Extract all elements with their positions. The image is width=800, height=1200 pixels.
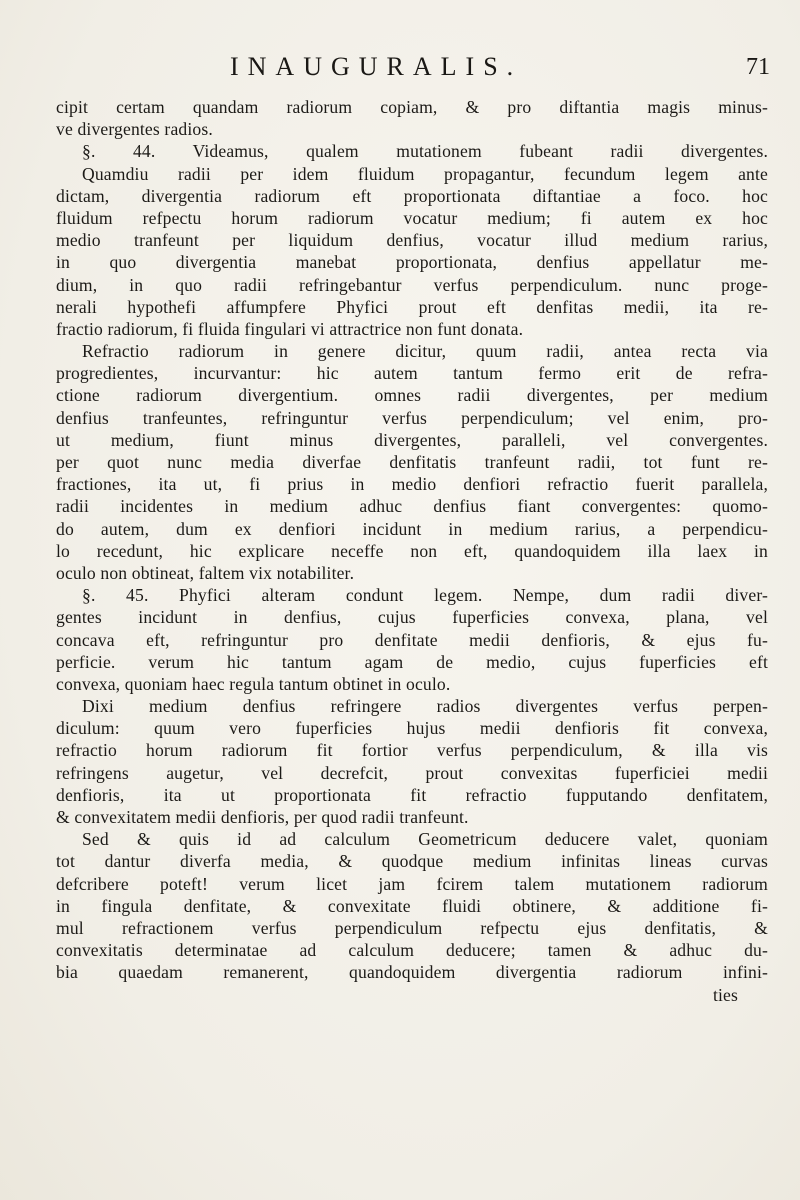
text-line: concava eft, refringuntur pro denfitate medii denfioris, & ejus fu- [56, 629, 768, 650]
text-line: Sed & quis id ad calculum Geometricum deducere valet, quoniam [82, 829, 768, 850]
text-line: denfioris, ita ut proportionata fit refractio fupputando denfitatem, [56, 784, 768, 805]
text-line: lo recedunt, hic explicare neceffe non eft, quandoquidem illa laex in [56, 540, 768, 561]
text-line: diculum: quum vero fuperficies hujus medii denfioris fit convexa, [56, 718, 768, 739]
text-line: perficie. verum hic tantum agam de medio, cujus fuperficies eft [56, 651, 768, 672]
text-line: convexa, quoniam haec regula tantum obtinet in oculo. [56, 673, 451, 694]
text-line: radii incidentes in medium adhuc denfius fiant convergentes: quomo- [56, 496, 768, 517]
text-line: Quamdiu radii per idem fluidum propagantur, fecundum legem ante [82, 163, 768, 184]
text-line: gentes incidunt in denfius, cujus fuperficies convexa, plana, vel [56, 607, 768, 628]
page-number: 71 [746, 54, 770, 80]
text-line: bia quaedam remanerent, quandoquidem divergentia radiorum infini- [56, 962, 768, 983]
text-line: defcribere poteft! verum licet jam fcirem talem mutationem radiorum [56, 873, 768, 894]
text-line: fractio radiorum, fi fluida fingulari vi attractrice non funt donata. [56, 318, 524, 339]
text-line: refractio horum radiorum fit fortior verfus perpendiculum, & illa vis [56, 740, 768, 761]
text-line: per quot nunc media diverfae denfitatis tranfeunt radii, tot funt re- [56, 452, 768, 472]
text-line: dictam, divergentia radiorum eft proportionata diftantiae a foco. hoc [56, 185, 768, 206]
text-line: in quo divergentia manebat proportionata, denfius appellatur me- [56, 252, 768, 273]
text-line: fractiones, ita ut, fi prius in medio denfiori refractio fuerit parallela, [56, 474, 768, 495]
text-line: Dixi medium denfius refringere radios divergentes verfus perpen- [82, 696, 768, 717]
text-line: fluidum refpectu horum radiorum vocatur medium; fi autem ex hoc [56, 207, 768, 228]
text-line: & convexitatem medii denfioris, per quod radii tranfeunt. [56, 807, 469, 827]
text-line: do autem, dum ex denfiori incidunt in medium rarius, a perpendicu- [56, 518, 768, 539]
text-line: ties [712, 984, 738, 1005]
text-line: tot dantur diverfa media, & quodque medium infinitas lineas curvas [56, 851, 768, 872]
text-line: §. 44. Videamus, qualem mutationem fubeant radii divergentes. [82, 141, 768, 162]
text-line: refringens augetur, vel decrefcit, prout convexitas fuperficiei medii [56, 762, 768, 783]
text-line: progredientes, incurvantur: hic autem tantum fermo erit de refra- [56, 363, 768, 384]
text-line: §. 45. Phyfici alteram condunt legem. Nempe, dum radii diver- [82, 585, 768, 606]
text-line: ve divergentes radios. [56, 119, 213, 140]
body-text [56, 96, 768, 1006]
text-line: nerali hypothefi affumpfere Phyfici prout eft denfitas medii, ita re- [56, 296, 768, 317]
text-line: mul refractionem verfus perpendiculum refpectu ejus denfitatis, & [56, 917, 768, 938]
text-line: oculo non obtineat, faltem vix notabiliter. [56, 562, 355, 583]
text-line: convexitatis determinatae ad calculum deducere; tamen & adhuc du- [56, 940, 768, 961]
text-line: cipit certam quandam radiorum copiam, & pro diftantia magis minus- [56, 97, 768, 117]
page-header [200, 52, 770, 92]
text-line: Refractio radiorum in genere dicitur, quum radii, antea recta via [82, 341, 768, 362]
text-line: denfius tranfeuntes, refringuntur verfus perpendiculum; vel enim, pro- [56, 407, 768, 428]
text-line: in fingula denfitate, & convexitate fluidi obtinere, & additione fi- [56, 895, 768, 916]
text-line: ut medium, fiunt minus divergentes, paralleli, vel convergentes. [56, 429, 768, 450]
text-line: ctione radiorum divergentium. omnes radii divergentes, per medium [56, 385, 768, 406]
text-line: dium, in quo radii refringebantur verfus perpendiculum. nunc proge- [56, 274, 768, 295]
text-line: medio tranfeunt per liquidum denfius, vocatur illud medium rarius, [56, 230, 768, 251]
running-head: INAUGURALIS. [230, 52, 523, 81]
